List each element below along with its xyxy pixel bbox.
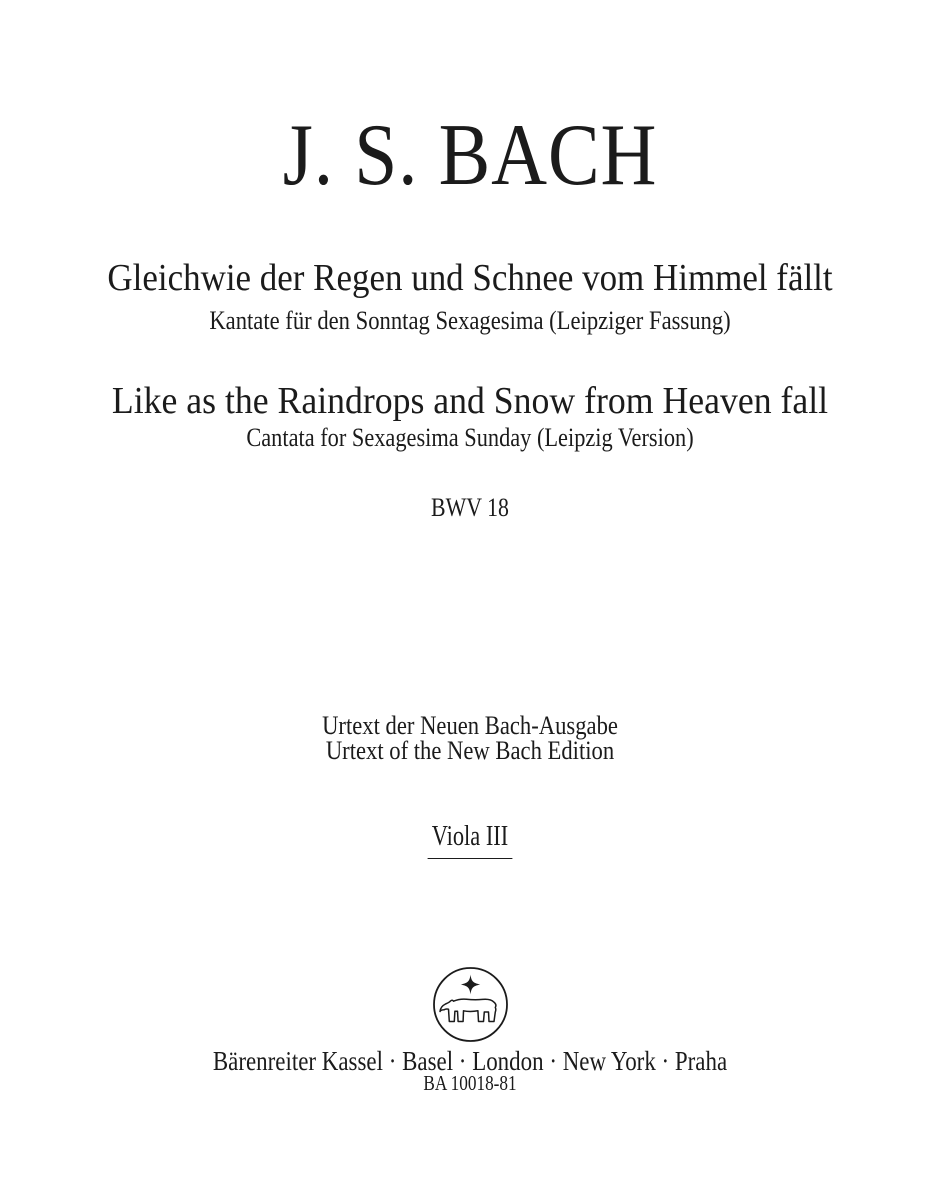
baerenreiter-logo-icon (430, 964, 511, 1045)
urtext-note-german: Urtext der Neuen Bach-Ausgabe (322, 711, 618, 740)
work-title-english: Like as the Raindrops and Snow from Heaven fall (111, 380, 829, 422)
part-name: Viola III (428, 823, 512, 859)
work-title-german: Gleichwie der Regen und Schnee vom Himmel fällt (107, 257, 833, 299)
urtext-note-english: Urtext of the New Bach Edition (325, 736, 615, 765)
composer-name: J. S. BACH (282, 107, 658, 204)
catalog-number: BWV 18 (431, 493, 509, 522)
publisher-imprint: Bärenreiter Kassel · Basel · London · New York · Praha (212, 1046, 728, 1076)
work-subtitle-german: Kantate für den Sonntag Sexagesima (Leipziger Fassung) (209, 306, 731, 335)
work-subtitle-english: Cantata for Sexagesima Sunday (Leipzig Version) (246, 423, 694, 452)
part-name-line (94, 823, 846, 859)
plate-number: BA 10018-81 (423, 1071, 517, 1095)
